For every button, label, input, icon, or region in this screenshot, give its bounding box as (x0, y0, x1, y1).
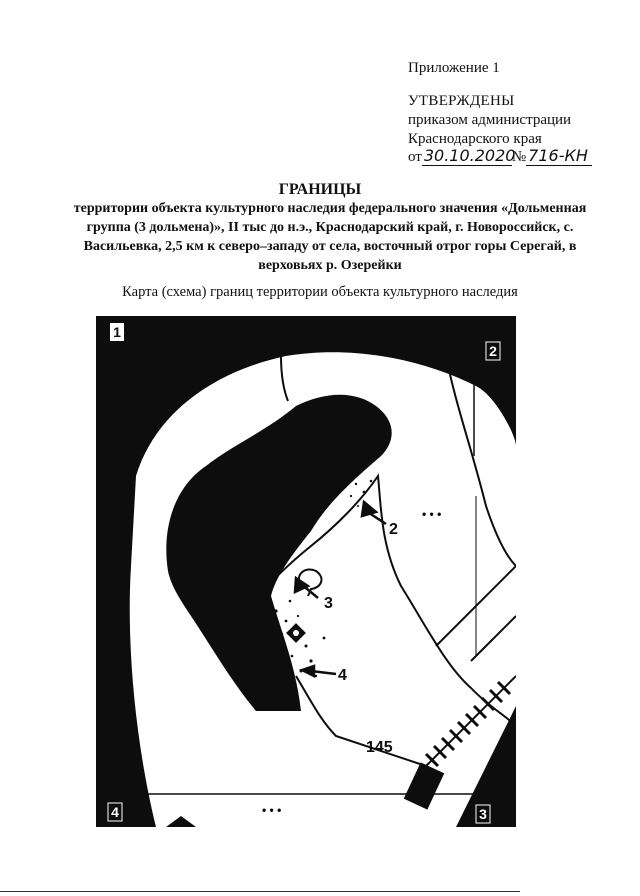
date-prefix: от (408, 149, 422, 165)
ellipsis-upper: • • • (422, 507, 442, 521)
corner-label-4: 4 (111, 804, 119, 820)
boundary-map (96, 316, 516, 827)
appendix-label: Приложение 1 (408, 60, 500, 76)
approval-block (408, 92, 571, 149)
document-title: ГРАНИЦЫ (278, 181, 362, 198)
number-prefix: № (511, 149, 527, 165)
corner-label-3: 3 (479, 806, 487, 822)
approved-by-line-1: приказом администрации (408, 112, 572, 128)
marker-label-3: 3 (324, 595, 333, 612)
handwritten-number: 716-КН (526, 146, 592, 166)
page-rule (0, 891, 520, 892)
order-date-number (408, 146, 592, 166)
map-caption: Карта (схема) границ территории объекта культурного наследия (122, 284, 518, 300)
marker-label-4: 4 (338, 667, 347, 684)
document-subtitle: территории объекта культурного наследия федерального значения «Дольменная группа (3 дольмена)», II тыс до н.э., Краснодарский край, г. Новороссийск, с. Васильевка, 2,5 км к северо–западу от села, восточный отрог горы Серегай, в верховьях р. Озерейки (73, 201, 587, 273)
approved-by-line-2: Краснодарского края (408, 131, 542, 147)
approved-heading: УТВЕРЖДЕНЫ (408, 93, 515, 109)
corner-label-2: 2 (489, 343, 497, 359)
ellipsis-lower: • • • (262, 803, 282, 817)
marker-label-2: 2 (389, 521, 398, 538)
corner-label-1: 1 (113, 324, 121, 340)
handwritten-date: 30.10.2020 (423, 146, 516, 165)
elevation-label: 145 (366, 739, 393, 756)
